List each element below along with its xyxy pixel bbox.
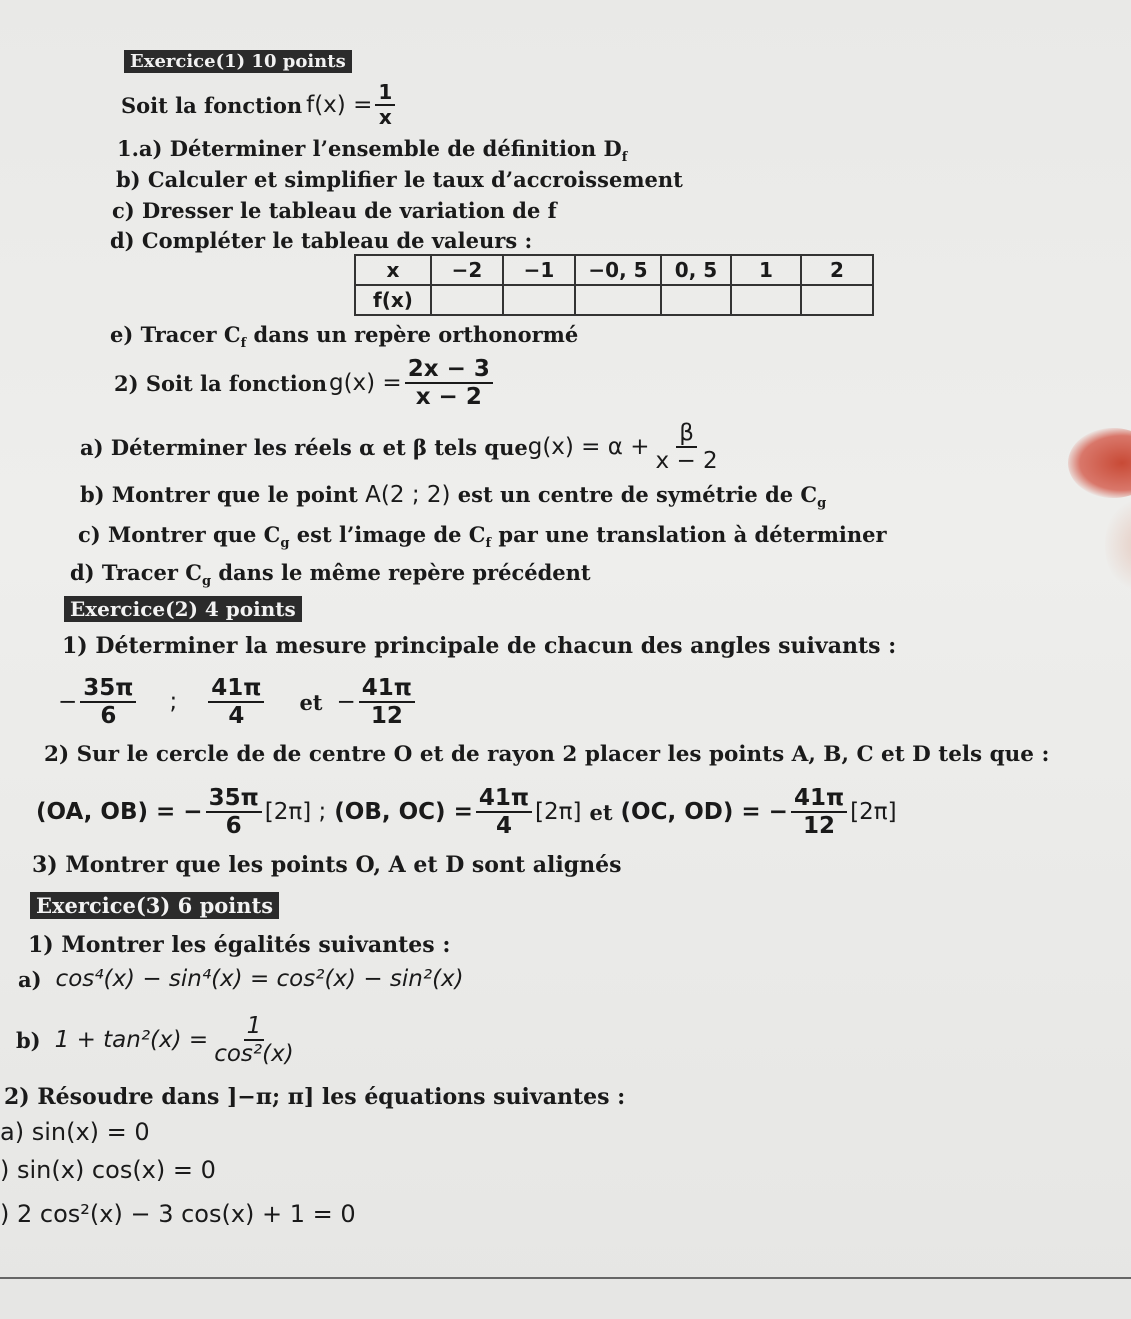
equation-2-num: 41π bbox=[476, 785, 532, 813]
table-row-fx bbox=[355, 285, 873, 315]
domain-subscript: f bbox=[621, 150, 628, 166]
point-a: A(2 ; 2) bbox=[365, 482, 451, 508]
question-2c-text: c) Montrer que C bbox=[78, 522, 281, 547]
angle-2-fraction bbox=[208, 675, 264, 730]
question-2c-rest: par une translation à déterminer bbox=[491, 522, 887, 547]
f-denominator: x bbox=[378, 105, 392, 129]
question-2d bbox=[70, 560, 591, 589]
identity-b-num: 1 bbox=[244, 1013, 265, 1041]
table-cell: f(x) bbox=[355, 285, 431, 315]
curve-subscript: g bbox=[817, 496, 827, 512]
equation-2-mod: [2π] bbox=[535, 799, 582, 825]
angle-2-num: 41π bbox=[208, 675, 264, 703]
question-2b bbox=[80, 482, 826, 511]
equation-3-fraction bbox=[791, 785, 847, 840]
ex2-question-2: 2) Sur le cercle de de centre O et de rayon 2 placer les points A, B, C et D tels que : bbox=[44, 742, 1050, 767]
equation-1-fraction bbox=[206, 785, 262, 840]
equation-3-lhs: (OC, OD) = − bbox=[620, 799, 788, 825]
function-g-definition bbox=[114, 350, 496, 416]
equation-2-den: 4 bbox=[495, 813, 512, 839]
curve-subscript: g bbox=[201, 574, 212, 590]
question-2a-text: a) Déterminer les réels α et β tels que bbox=[80, 434, 528, 460]
intro-text: Soit la fonction bbox=[121, 92, 303, 118]
f-lhs: f(x) = bbox=[306, 92, 373, 118]
f-fraction bbox=[375, 81, 395, 129]
ex2-question-1: 1) Déterminer la mesure principale de chacun des angles suivants : bbox=[62, 633, 897, 659]
equation-3-den: 12 bbox=[803, 813, 836, 839]
question-2-text: 2) Soit la fonction bbox=[114, 370, 327, 396]
question-1d: d) Compléter le tableau de valeurs : bbox=[110, 228, 533, 253]
function-f-definition bbox=[121, 80, 398, 130]
equation-1-num: 35π bbox=[206, 785, 262, 813]
and-word: et bbox=[589, 799, 613, 825]
curve-subscript: f bbox=[240, 336, 247, 352]
beta-fraction bbox=[653, 420, 721, 475]
identity-b-fraction bbox=[211, 1013, 296, 1068]
question-2c-mid: est l’image de C bbox=[289, 522, 486, 547]
table-row-x bbox=[355, 255, 873, 285]
table-cell: x bbox=[355, 255, 431, 285]
identity-b bbox=[16, 1004, 300, 1076]
question-2d-text: d) Tracer C bbox=[70, 560, 202, 585]
question-2b-rest: est un centre de symétrie de C bbox=[450, 482, 818, 507]
g-numerator: 2x − 3 bbox=[405, 356, 493, 384]
beta-numerator: β bbox=[676, 420, 697, 448]
question-2d-rest: dans le même repère précédent bbox=[211, 560, 591, 585]
identity-a bbox=[18, 966, 464, 992]
g-denominator: x − 2 bbox=[415, 384, 482, 410]
equation-c: ) 2 cos²(x) − 3 cos(x) + 1 = 0 bbox=[0, 1200, 356, 1228]
question-2b-text: b) Montrer que le point bbox=[80, 482, 366, 507]
angles-list bbox=[58, 668, 418, 736]
equation-a: a) sin(x) = 0 bbox=[0, 1118, 150, 1146]
question-1c: c) Dresser le tableau de variation de f bbox=[112, 198, 557, 223]
beta-denominator: x − 2 bbox=[655, 448, 718, 474]
values-table bbox=[354, 254, 874, 316]
table-cell: −2 bbox=[431, 255, 503, 285]
question-2c bbox=[78, 522, 887, 551]
table-cell: 1 bbox=[731, 255, 801, 285]
ex3-question-2: 2) Résoudre dans ]−π; π] les équations suivantes : bbox=[4, 1084, 626, 1110]
identity-a-equation: cos⁴(x) − sin⁴(x) = cos²(x) − sin²(x) bbox=[55, 966, 464, 992]
table-cell-empty bbox=[503, 285, 575, 315]
equation-2-fraction bbox=[476, 785, 532, 840]
angle-1-den: 6 bbox=[100, 703, 117, 729]
equation-1-lhs: (OA, OB) = − bbox=[36, 799, 203, 825]
exercise-2-header: Exercice(2) 4 points bbox=[64, 596, 302, 622]
question-1e-rest: dans un repère orthonormé bbox=[246, 322, 579, 347]
angle-2-den: 4 bbox=[228, 703, 245, 729]
equation-3-mod: [2π] bbox=[850, 799, 897, 825]
angle-3-sign: − bbox=[336, 689, 356, 715]
angle-equations bbox=[36, 776, 897, 848]
question-2a bbox=[80, 414, 724, 480]
and-word: et bbox=[299, 689, 323, 715]
exercise-1-header: Exercice(1) 10 points bbox=[124, 50, 352, 73]
curve-subscript: f bbox=[485, 536, 492, 552]
angle-3-num: 41π bbox=[359, 675, 415, 703]
question-1a-text: 1.a) Déterminer l’ensemble de définition D bbox=[117, 136, 622, 161]
identity-a-label: a) bbox=[18, 966, 42, 992]
angle-1-num: 35π bbox=[80, 675, 136, 703]
ex2-question-3: 3) Montrer que les points O, A et D sont alignés bbox=[32, 852, 622, 878]
equation-1-den: 6 bbox=[225, 813, 242, 839]
equation-3-num: 41π bbox=[791, 785, 847, 813]
fingertip-shape bbox=[1068, 428, 1131, 498]
question-1a bbox=[117, 136, 627, 165]
exercise-3-header: Exercice(3) 6 points bbox=[30, 892, 279, 919]
table-cell-empty bbox=[661, 285, 731, 315]
table-cell-empty bbox=[801, 285, 873, 315]
g-fraction bbox=[405, 356, 493, 411]
equation-2-lhs: (OB, OC) = bbox=[334, 799, 473, 825]
page-bottom-rule bbox=[0, 1277, 1131, 1279]
finger-shadow bbox=[1105, 500, 1131, 590]
equation-b: ) sin(x) cos(x) = 0 bbox=[0, 1156, 216, 1184]
ex3-question-1: 1) Montrer les égalités suivantes : bbox=[28, 932, 451, 958]
separator: ; bbox=[169, 689, 178, 715]
angle-1-fraction bbox=[80, 675, 136, 730]
question-1b: b) Calculer et simplifier le taux d’accroissement bbox=[116, 167, 683, 192]
g-alpha-form: g(x) = α + bbox=[527, 434, 650, 460]
table-cell: 2 bbox=[801, 255, 873, 285]
angle-3-fraction bbox=[359, 675, 415, 730]
table-cell: 0, 5 bbox=[661, 255, 731, 285]
f-numerator: 1 bbox=[375, 81, 395, 106]
question-1e bbox=[110, 322, 578, 351]
table-cell-empty bbox=[575, 285, 661, 315]
angle-1-sign: − bbox=[58, 689, 78, 715]
equation-1-mod: [2π] ; bbox=[264, 799, 327, 825]
table-cell: −1 bbox=[503, 255, 575, 285]
identity-b-den: cos²(x) bbox=[214, 1041, 294, 1067]
identity-b-lhs: 1 + tan²(x) = bbox=[54, 1027, 209, 1053]
question-1e-text: e) Tracer C bbox=[110, 322, 241, 347]
identity-b-label: b) bbox=[16, 1027, 41, 1053]
table-cell-empty bbox=[731, 285, 801, 315]
curve-subscript: g bbox=[280, 536, 290, 552]
table-cell-empty bbox=[431, 285, 503, 315]
table-cell: −0, 5 bbox=[575, 255, 661, 285]
g-lhs: g(x) = bbox=[328, 370, 402, 396]
angle-3-den: 12 bbox=[370, 703, 403, 729]
